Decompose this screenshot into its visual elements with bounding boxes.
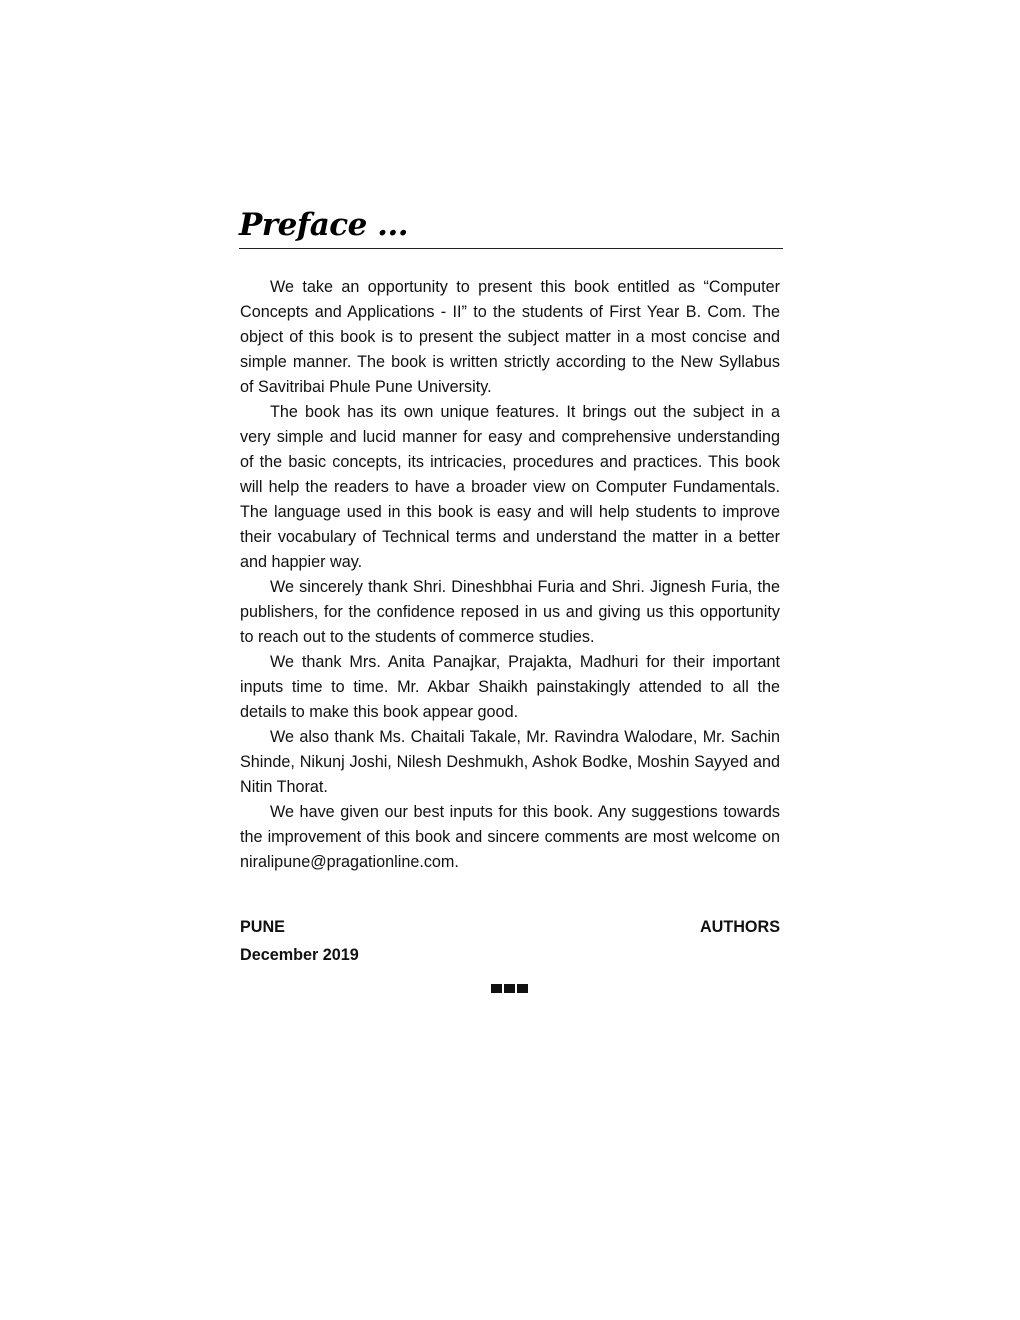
end-mark-block: [517, 984, 528, 993]
preface-body: [240, 275, 780, 875]
preface-paragraph: The book has its own unique features. It brings out the subject in a very simple and lucid manner for easy and comprehensive understanding of the basic concepts, its intricacies, procedures and practices. This book will help the readers to have a broader view on Computer Fundamentals. The language used in this book is easy and will help students to improve their vocabulary of Technical terms and understand the matter in a better and happier way.: [240, 403, 780, 571]
page-title: Preface ...: [239, 207, 409, 243]
preface-paragraph: We sincerely thank Shri. Dineshbhai Furia and Shri. Jignesh Furia, the publishers, for the confidence reposed in us and giving us this opportunity to reach out to the students of commerce studies.: [240, 578, 780, 646]
preface-paragraph: We have given our best inputs for this book. Any suggestions towards the improvement of this book and sincere comments are most welcome on niralipune@pragationline.com.: [240, 803, 780, 871]
end-of-section-mark: [491, 984, 528, 994]
preface-paragraph: We take an opportunity to present this book entitled as “Computer Concepts and Applications - II” to the students of First Year B. Com. The object of this book is to present the subject matter in a most concise and simple manner. The book is written strictly according to the New Syllabus of Savitribai Phule Pune University.: [240, 278, 780, 396]
signoff-row: [240, 915, 780, 940]
signoff-date-row: [240, 943, 780, 968]
preface-paragraph: We thank Mrs. Anita Panajkar, Prajakta, Madhuri for their important inputs time to time. Mr. Akbar Shaikh painstakingly attended to all the details to make this book appear good.: [240, 653, 780, 721]
signoff-place: PUNE: [240, 918, 285, 936]
signoff-date: December 2019: [240, 946, 359, 964]
preface-paragraph: We also thank Ms. Chaitali Takale, Mr. Ravindra Walodare, Mr. Sachin Shinde, Nikunj Joshi, Nilesh Deshmukh, Ashok Bodke, Moshin Sayyed and Nitin Thorat.: [240, 728, 780, 796]
end-mark-block: [491, 984, 502, 993]
end-mark-block: [504, 984, 515, 993]
title-underline: [239, 248, 783, 249]
signoff-authors: AUTHORS: [699, 918, 780, 936]
